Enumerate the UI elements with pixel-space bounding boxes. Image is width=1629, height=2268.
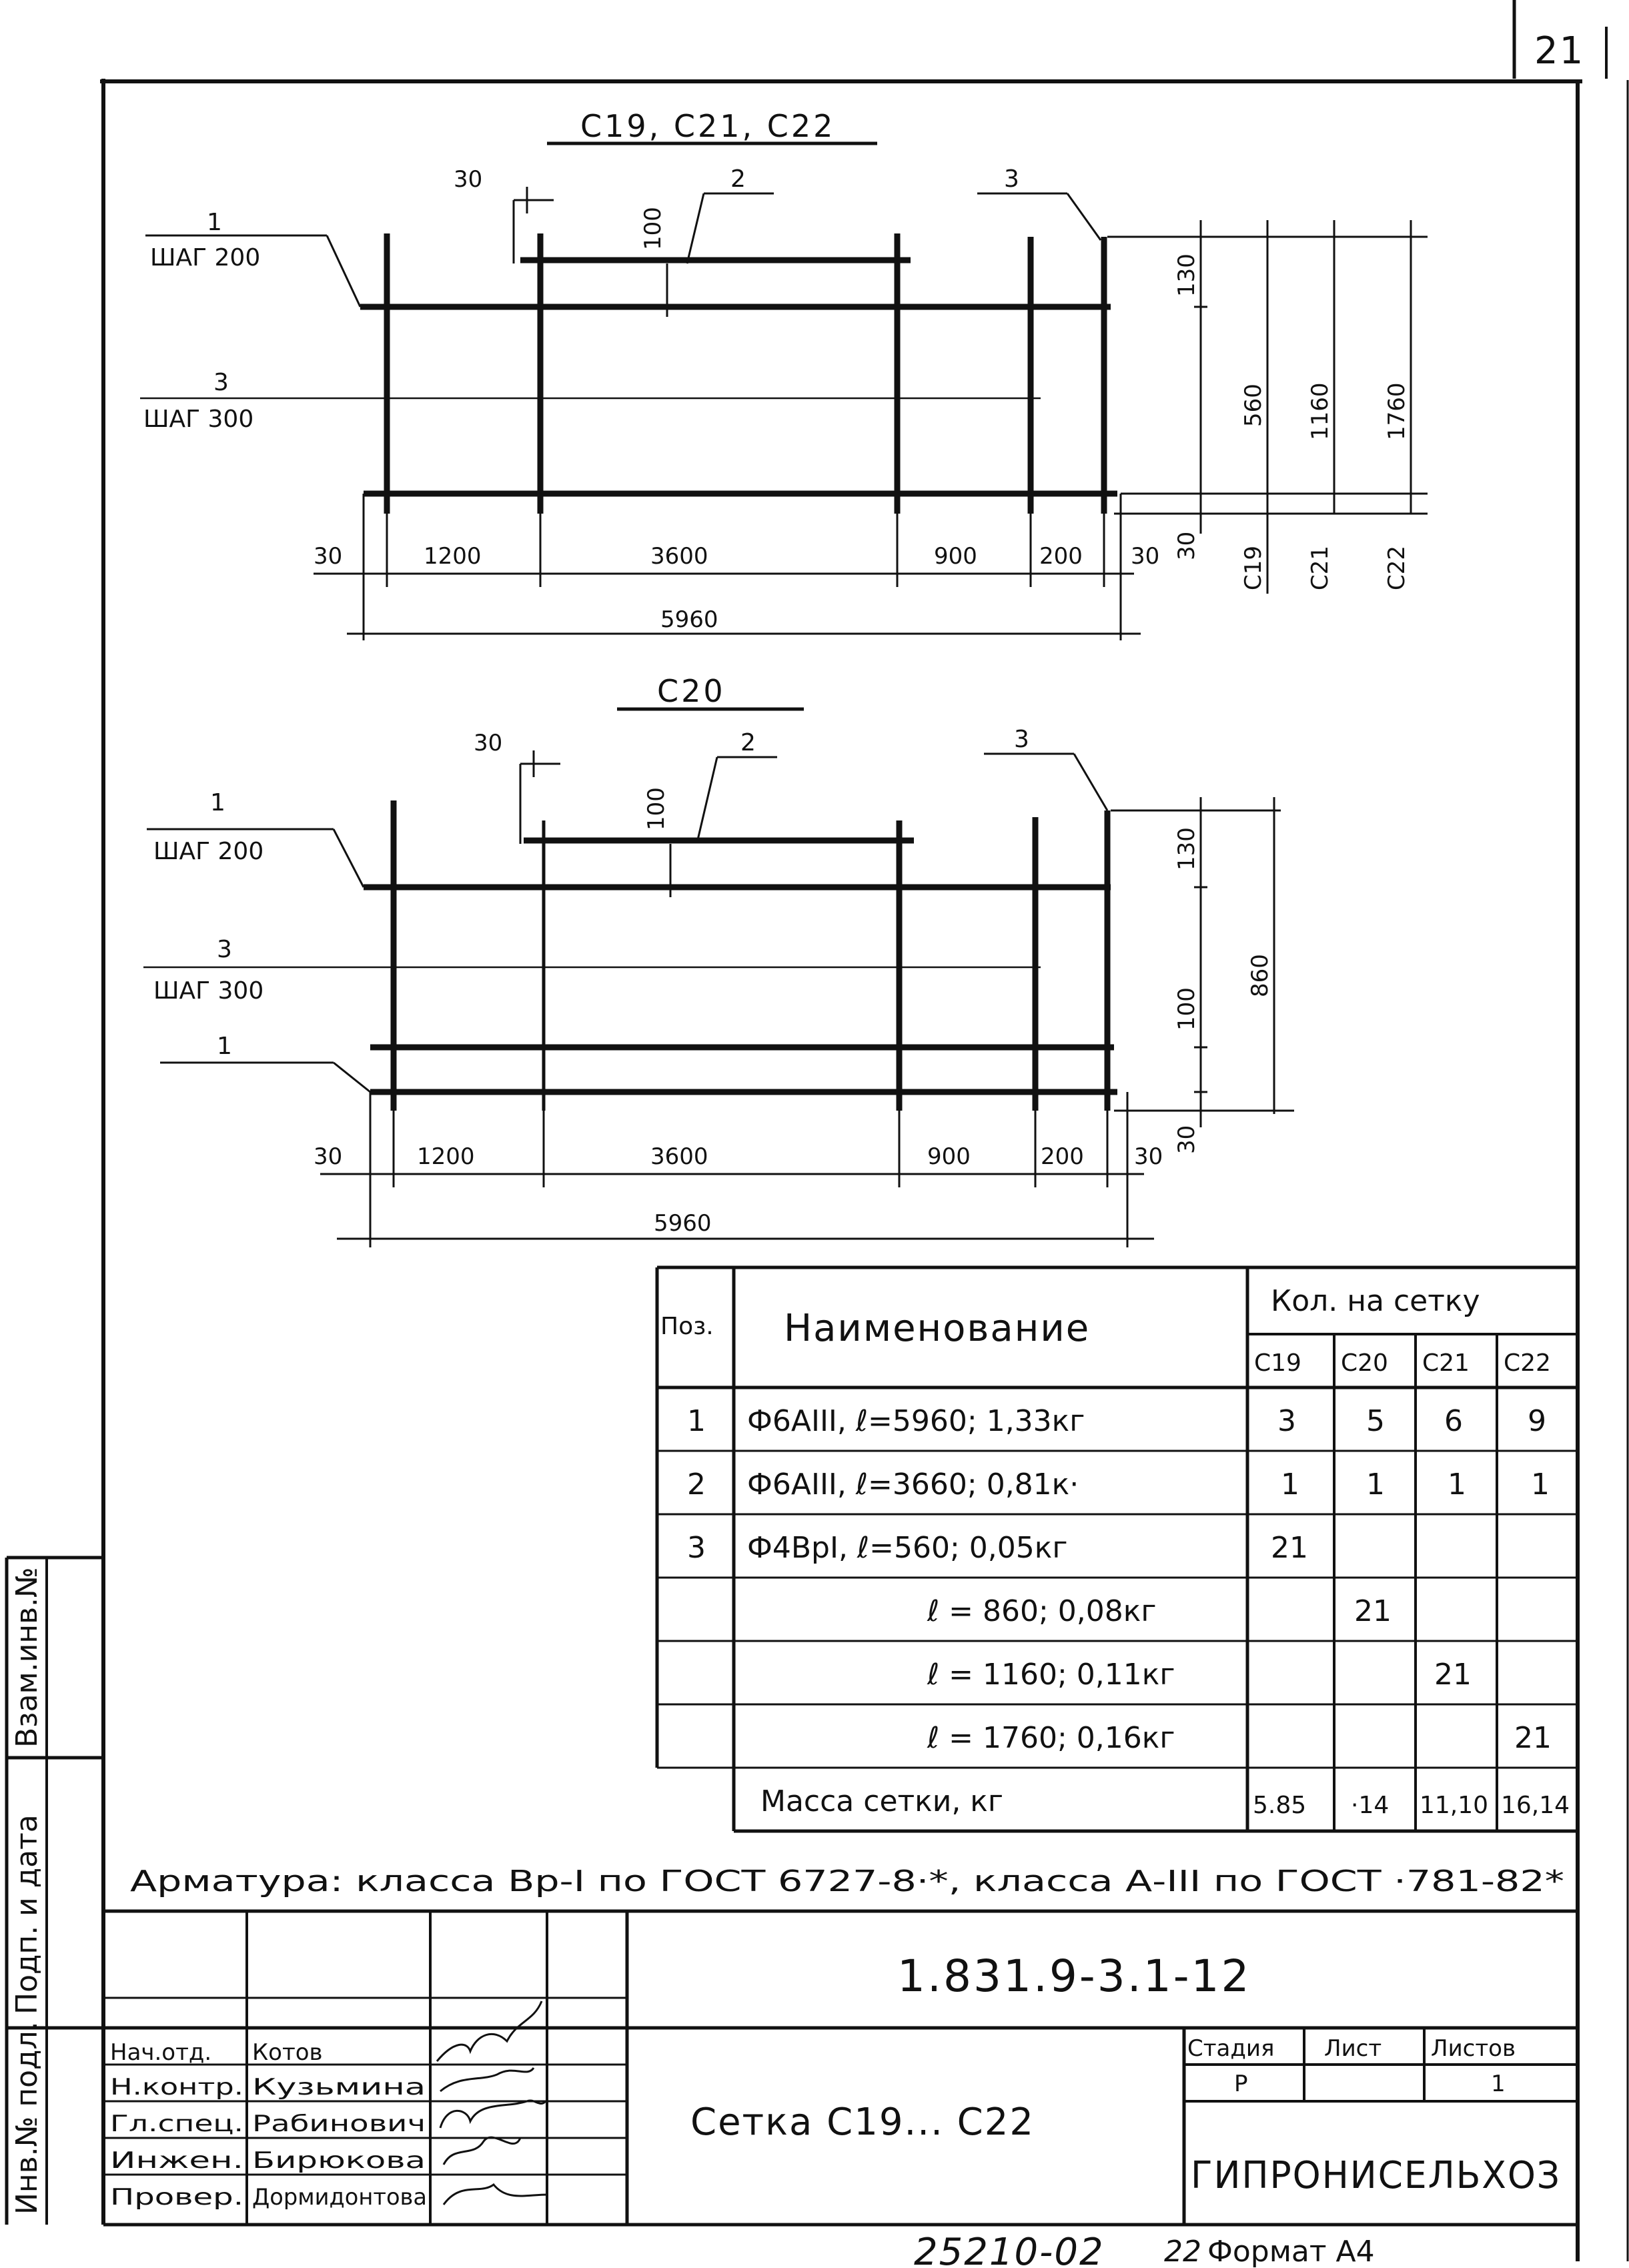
table-row [927, 1594, 1392, 1628]
svg-text:1: 1 [1531, 1468, 1550, 1502]
dim-1160: 1160 [1307, 382, 1333, 440]
svg-text:Дормидонтова: Дормидонтова [252, 2184, 427, 2211]
table-row [687, 1468, 1550, 1502]
svg-text:Провер.: Провер. [110, 2184, 243, 2211]
svg-text:1: 1 [1366, 1468, 1385, 1502]
svg-text:Нач.отд.: Нач.отд. [110, 2039, 212, 2066]
sheet-label: Лист [1324, 2035, 1382, 2062]
dim-30-top: 30 [454, 166, 483, 193]
dim-total: 5960 [660, 606, 718, 633]
sheet-number: 21 [1534, 29, 1585, 73]
svg-text:·14: ·14 [1351, 1792, 1390, 1819]
svg-text:21: 21 [1271, 1531, 1308, 1565]
svg-text:ℓ = 860; 0,08кг: ℓ = 860; 0,08кг [927, 1594, 1157, 1628]
dim-b-3600: 3600 [650, 1143, 708, 1170]
signatory-row [110, 2184, 427, 2211]
dim-30-b: 30 [1131, 543, 1160, 570]
stage-label: Стадия [1187, 2035, 1275, 2062]
label-c19: С19 [1240, 545, 1267, 590]
svg-text:1: 1 [1281, 1468, 1299, 1502]
dim-b-1200: 1200 [417, 1143, 475, 1170]
svg-text:3: 3 [1277, 1404, 1296, 1438]
signatory-row [110, 2111, 426, 2137]
svg-text:11,10: 11,10 [1420, 1792, 1489, 1819]
svg-text:21: 21 [1354, 1594, 1392, 1628]
dim-1200: 1200 [424, 543, 482, 570]
svg-text:Н.контр.: Н.контр. [110, 2074, 243, 2101]
callout-pos3-top: 3 [1004, 165, 1019, 193]
svg-text:Котов: Котов [252, 2039, 323, 2066]
signatory-row [110, 2147, 426, 2174]
dim-b-30-b: 30 [1134, 1143, 1163, 1170]
drawing-a-title: С19, С21, С22 [580, 108, 836, 144]
side-label-vzam-inv: Взам.инв.№ [10, 1567, 44, 1748]
svg-text:9: 9 [1528, 1404, 1546, 1438]
callout-b-pos1b: 1 [217, 1033, 232, 1060]
dim-100: 100 [640, 207, 666, 250]
table-row [687, 1404, 1546, 1438]
svg-text:3: 3 [687, 1531, 706, 1565]
th-pos: Поз. [660, 1313, 714, 1340]
drawing-b-title: С20 [657, 673, 726, 709]
dim-30-left: 30 [314, 543, 343, 570]
archive-number: 25210-02 [914, 2231, 1105, 2268]
side-label-inv-podl: Инв.№ подл. [10, 2021, 44, 2215]
dim-900: 900 [934, 543, 977, 570]
dim-200: 200 [1039, 543, 1083, 570]
table-row [687, 1531, 1308, 1565]
table-row [927, 1658, 1472, 1692]
dim-b-100b: 100 [1173, 987, 1200, 1031]
th-c21: С21 [1422, 1349, 1470, 1377]
callout-b-pos3: 3 [217, 936, 232, 963]
label-c21: С21 [1307, 545, 1333, 590]
dim-1760: 1760 [1384, 382, 1410, 440]
dim-b-860: 860 [1247, 954, 1273, 997]
organization: ГИПРОНИСЕЛЬХОЗ [1191, 2154, 1561, 2197]
callout-b-pos3-step: ШАГ 300 [153, 977, 264, 1005]
sheets-value: 1 [1491, 2071, 1506, 2097]
format-label: Формат А4 [1207, 2235, 1375, 2268]
table-row [927, 1721, 1552, 1755]
dim-b-30-left: 30 [314, 1143, 343, 1170]
svg-text:ℓ = 1760; 0,16кг: ℓ = 1760; 0,16кг [927, 1721, 1175, 1755]
svg-text:Инжен.: Инжен. [110, 2147, 243, 2174]
svg-text:21: 21 [1434, 1658, 1472, 1692]
callout-pos3: 3 [213, 369, 229, 396]
callout-pos1: 1 [207, 209, 222, 236]
th-c19: С19 [1254, 1349, 1301, 1377]
svg-text:2: 2 [687, 1468, 706, 1502]
svg-text:21: 21 [1514, 1721, 1552, 1755]
svg-text:Ф6АIII, ℓ=5960; 1,33кг: Ф6АIII, ℓ=5960; 1,33кг [747, 1404, 1085, 1438]
dim-130: 130 [1173, 253, 1200, 297]
dim-b-100: 100 [643, 787, 670, 830]
dim-3600: 3600 [650, 543, 708, 570]
mass-label: Масса сетки, кг [760, 1784, 1003, 1818]
callout-pos1-step: ШАГ 200 [150, 244, 261, 271]
dim-b-130: 130 [1173, 827, 1200, 871]
document-name: Сетка С19... С22 [690, 2101, 1035, 2144]
dim-b-30-top: 30 [474, 730, 503, 756]
svg-text:Рабинович: Рабинович [252, 2111, 426, 2137]
stage-value: Р [1234, 2071, 1248, 2097]
document-code: 1.831.9-3.1-12 [897, 1950, 1251, 2002]
sheets-label: Листов [1431, 2035, 1516, 2062]
svg-text:ℓ = 1160; 0,11кг: ℓ = 1160; 0,11кг [927, 1658, 1175, 1692]
svg-text:Ф4ВрI, ℓ=560; 0,05кг: Ф4ВрI, ℓ=560; 0,05кг [747, 1531, 1068, 1565]
th-qty: Кол. на сетку [1271, 1284, 1480, 1318]
dim-560: 560 [1240, 384, 1267, 427]
dim-b-total: 5960 [654, 1210, 712, 1237]
svg-text:Ф6АIII, ℓ=3660; 0,81к·: Ф6АIII, ℓ=3660; 0,81к· [747, 1468, 1079, 1502]
callout-b-pos1: 1 [210, 789, 225, 816]
svg-text:1: 1 [687, 1404, 706, 1438]
dim-b-900: 900 [927, 1143, 971, 1170]
svg-text:5.85: 5.85 [1253, 1792, 1307, 1819]
signatory-row [110, 2074, 426, 2101]
dim-b-30-right: 30 [1173, 1125, 1200, 1154]
callout-b-pos1-step: ШАГ 200 [153, 838, 264, 865]
svg-text:5: 5 [1366, 1404, 1385, 1438]
reinforcement-note: Арматура: класса Вр-I по ГОСТ 6727-8·*, класса А-III по ГОСТ ·781-82* [130, 1864, 1564, 1898]
label-c22: С22 [1384, 545, 1410, 590]
side-label-podp-data: Подп. и дата [10, 1814, 44, 2015]
callout-b-pos2-top: 2 [740, 729, 756, 756]
dim-b-200: 200 [1041, 1143, 1084, 1170]
svg-text:Бирюкова: Бирюкова [252, 2147, 426, 2174]
signatory-row [110, 2039, 323, 2066]
th-c22: С22 [1504, 1349, 1551, 1377]
table-row-mass [760, 1784, 1570, 1819]
th-name: Наименование [784, 1307, 1091, 1350]
callout-b-pos3-top: 3 [1014, 726, 1029, 753]
callout-pos3-step: ШАГ 300 [143, 406, 254, 433]
dim-30-right: 30 [1173, 531, 1200, 560]
svg-text:6: 6 [1444, 1404, 1463, 1438]
th-c20: С20 [1341, 1349, 1388, 1377]
svg-text:1: 1 [1448, 1468, 1466, 1502]
svg-text:16,14: 16,14 [1501, 1792, 1570, 1819]
svg-text:Кузьмина: Кузьмина [252, 2074, 426, 2101]
page-number: 22 [1164, 2235, 1201, 2268]
callout-pos2-top: 2 [730, 165, 746, 193]
svg-text:Гл.спец.: Гл.спец. [110, 2111, 243, 2137]
